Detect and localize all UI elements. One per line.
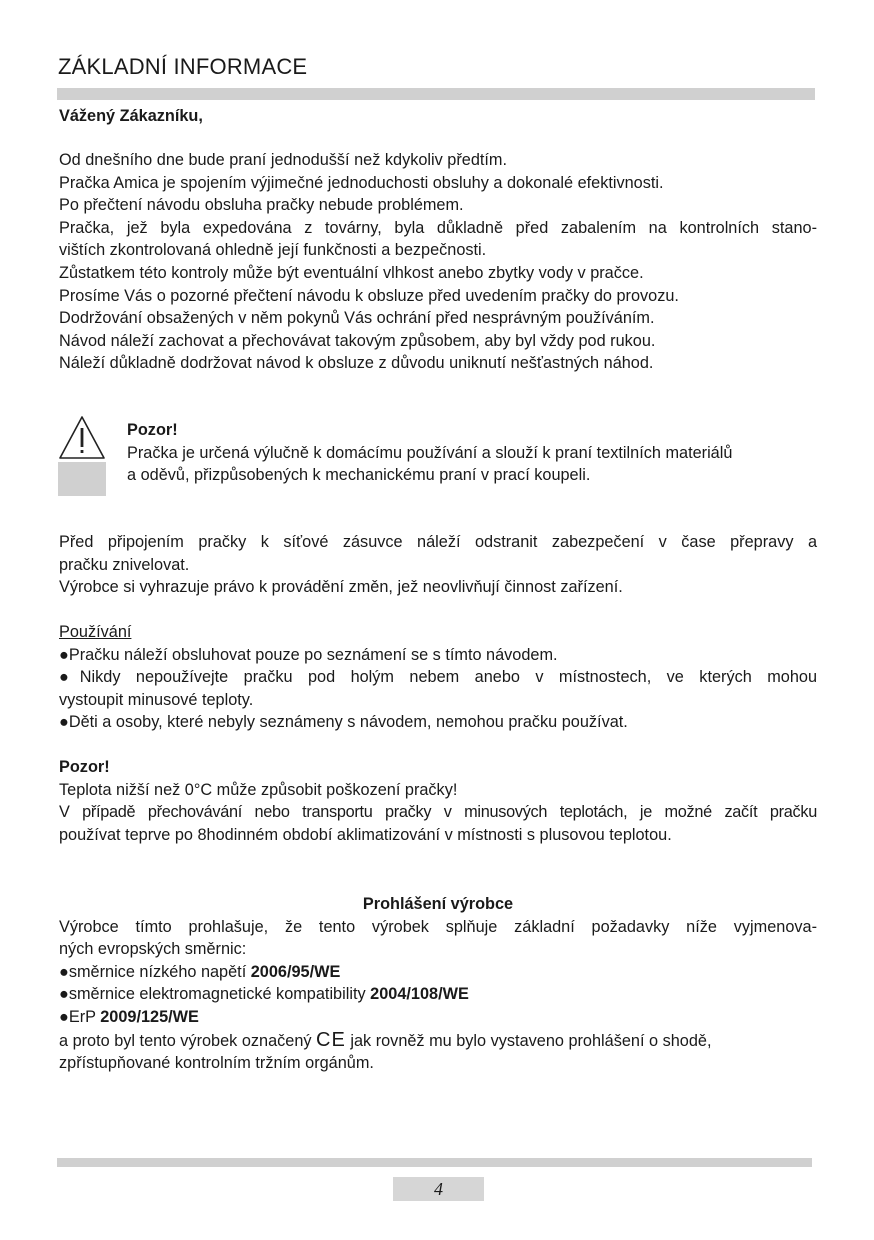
directive-name: ●směrnice nízkého napětí xyxy=(59,962,251,981)
directive-code: 2009/125/WE xyxy=(100,1007,199,1026)
declaration-heading: Prohlášení výrobce xyxy=(362,895,514,913)
text-line: pračku znivelovat. xyxy=(59,555,190,574)
text-line: používat teprve po 8hodinném období aklimatizování v místnosti s plusovou teplotou. xyxy=(59,825,672,844)
warning-title: Pozor! xyxy=(59,758,110,776)
footer-divider xyxy=(57,1158,812,1167)
transport-paragraph xyxy=(59,531,817,599)
text-line: Prosíme Vás o pozorné přečtení návodu k obsluze před uvedením pračky do provozu. xyxy=(59,286,679,305)
text-line: Náleží důkladně dodržovat návod k obsluze z důvodu uniknutí nešťastných náhod. xyxy=(59,354,654,373)
text-line: Výrobce tímto prohlašuje, že tento výrobek splňuje základní požadavky níže vyjmenova- xyxy=(59,917,817,936)
page-title: ZÁKLADNÍ INFORMACE xyxy=(58,54,308,79)
directive-name: ●směrnice elektromagnetické kompatibility xyxy=(59,985,371,1004)
usage-section xyxy=(59,621,817,734)
ce-mark-icon: CE xyxy=(316,1028,346,1051)
header-divider xyxy=(57,88,815,100)
warning-icon xyxy=(58,414,106,496)
list-item xyxy=(59,1006,817,1029)
list-item: ●Nikdy nepoužívejte pračku pod holým nebem anebo v místnostech, ve kterých mohou xyxy=(59,668,817,687)
text-line: Výrobce si vyhrazuje právo k provádění změn, jež neovlivňují činnost zařízení. xyxy=(59,578,623,597)
greeting: Vážený Zákazníku, xyxy=(59,107,203,125)
directive-code: 2006/95/WE xyxy=(250,962,341,981)
text-line: vištích zkontrolovaná ohledně její funkčnosti a bezpečnosti. xyxy=(59,241,487,260)
page-number: 4 xyxy=(393,1177,484,1201)
text-line: Pračka, jež byla expedována z továrny, byla důkladně před zabalením na kontrolních stano- xyxy=(59,218,817,237)
text-fragment: jak rovněž mu bylo vystaveno prohlášení o shodě, xyxy=(345,1031,712,1050)
text-line: Teplota nižší než 0°C může způsobit poškození pračky! xyxy=(59,780,458,799)
list-item: ●Pračku náleží obsluhovat pouze po seznámení se s tímto návodem. xyxy=(59,645,558,664)
text-line: V případě přechovávání nebo transportu pračky v minusových teplotách, je možné začít pračku xyxy=(59,803,817,822)
text-line: Návod náleží zachovat a přechovávat takovým způsobem, aby byl vždy pod rukou. xyxy=(59,331,656,350)
text-line: Zůstatkem této kontroly může být eventuální vlhkost anebo zbytky vody v pračce. xyxy=(59,263,644,282)
text-line: Před připojením pračky k síťové zásuvce náleží odstranit zabezpečení v čase přepravy a xyxy=(59,533,817,551)
text-line: vystoupit minusové teploty. xyxy=(59,690,254,709)
temperature-warning xyxy=(59,756,817,846)
list-item xyxy=(59,961,817,984)
list-item xyxy=(59,983,817,1006)
text-line: ných evropských směrnic: xyxy=(59,940,247,959)
directive-code: 2004/108/WE xyxy=(370,985,469,1004)
text-line: zpřístupňované kontrolním tržním orgánům. xyxy=(59,1054,374,1073)
intro-paragraph xyxy=(59,149,817,375)
list-item: ●Děti a osoby, které nebyly seznámeny s návodem, nemohou pračku používat. xyxy=(59,713,628,732)
text-line: a oděvů, přizpůsobených k mechanickému praní v prací koupeli. xyxy=(127,466,591,485)
warning-title: Pozor! xyxy=(127,421,178,439)
text-line: Pračka je určená výlučně k domácímu používání a slouží k praní textilních materiálů xyxy=(127,443,733,462)
warning-note xyxy=(127,419,817,487)
text-line: Dodržování obsažených v něm pokynů Vás ochrání před nesprávným používáním. xyxy=(59,309,655,328)
text-fragment: a proto byl tento výrobek označený xyxy=(59,1031,317,1050)
directive-name: ●ErP xyxy=(59,1007,101,1026)
text-line xyxy=(59,1029,817,1053)
declaration-section xyxy=(59,893,817,1075)
text-line: Od dnešního dne bude praní jednodušší než kdykoliv předtím. xyxy=(59,151,508,169)
text-line: Pračka Amica je spojením výjimečné jednoduchosti obsluhy a dokonalé efektivnosti. xyxy=(59,173,664,192)
text-line: Po přečtení návodu obsluha pračky nebude problémem. xyxy=(59,196,464,215)
usage-heading: Používání xyxy=(59,623,132,641)
